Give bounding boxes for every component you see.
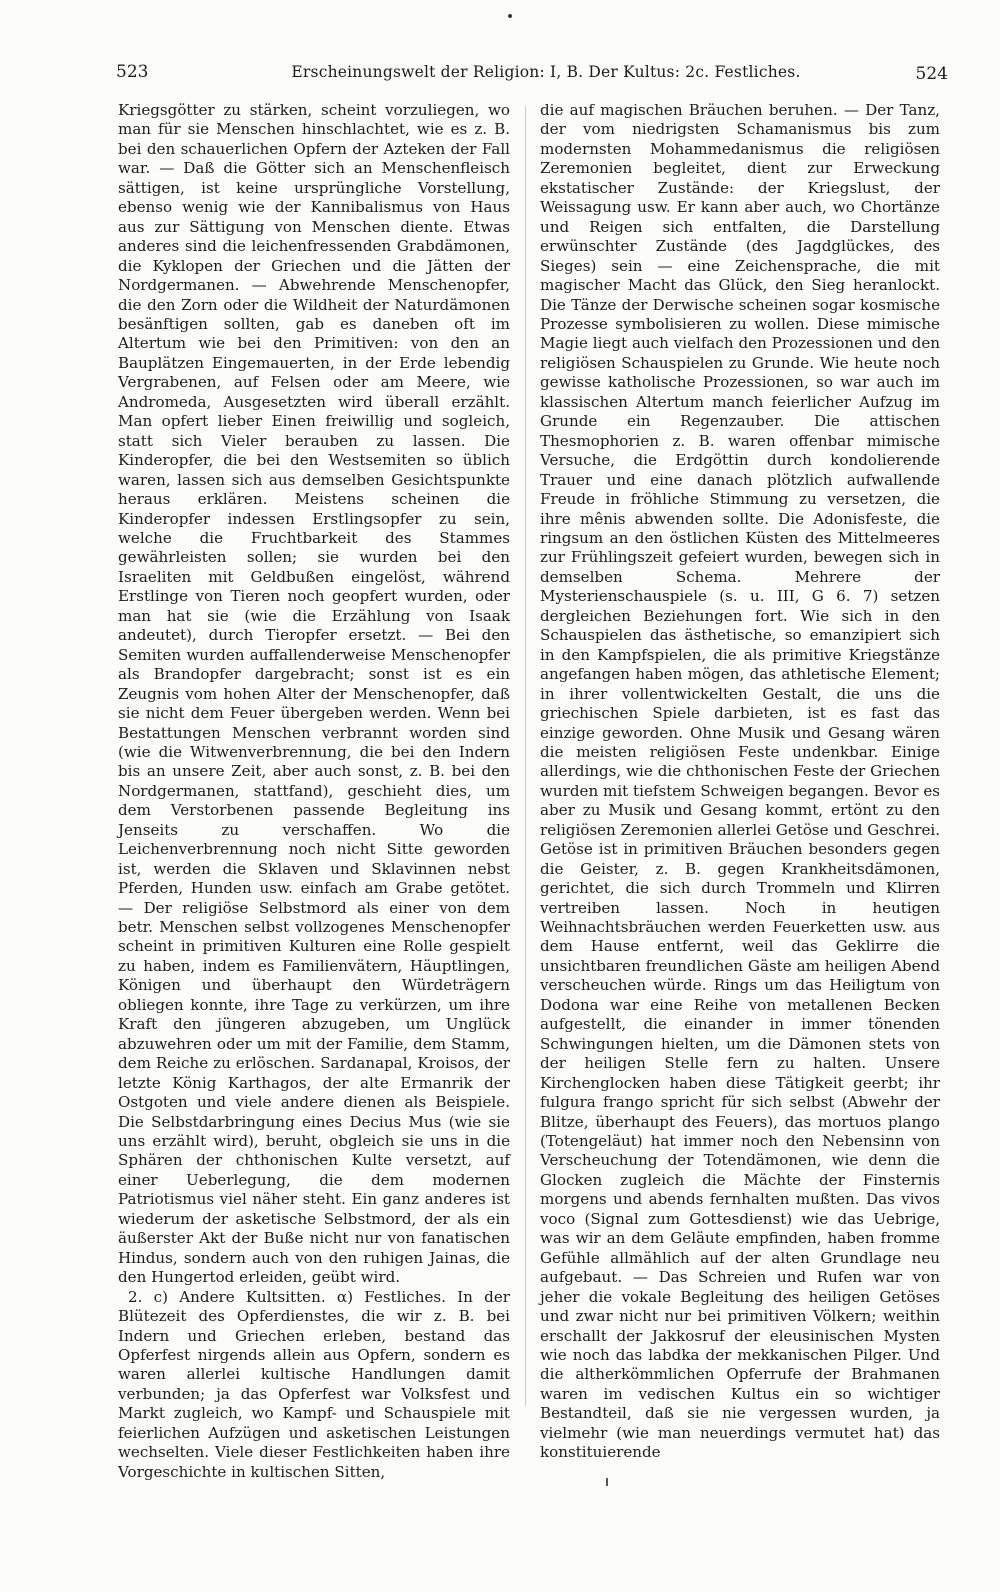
page-number-left: 523	[116, 62, 149, 82]
right-paragraph-1: die auf magischen Bräuchen beruhen. — Der Tanz, der vom niedrigsten Schamanismus bis zum modernsten Mohammedanismus die religiösen Zeremonien begleitet, dient zur Erweckung ekstatischer Zustände: der Kriegslust, der Weissagung usw. Er kann aber auch, wo Chortänze und Reigen sich entfalten, die Darstellung erwünschter Zustände (des Jagdglückes, des Sieges) sein — eine Zeichensprache, die mit magischer Macht das Glück, den Sieg heranlockt. Die Tänze der Derwische scheinen sogar kosmische Prozesse symbolisieren zu wollen. Diese mimische Magie liegt auch vielfach den Prozessionen und den religiösen Schauspielen zu Grunde. Wie heute noch gewisse katholische Prozessionen, so war auch im klassischen Altertum manch feierlicher Aufzug im Grunde ein Regenzauber. Die attischen Thesmophorien z. B. waren offenbar mimische Versuche, die Erdgöttin durch kondolierende Trauer und eine danach plötzlich aufwallende Freude in fröhliche Stimmung zu versetzen, die ihre mênis abwenden sollte. Die Adonisfeste, die ringsum an den östlichen Küsten des Mittelmeeres zur Frühlingszeit gefeiert wurden, bewegen sich in demselben Schema. Mehrere der Mysterienschauspiele (s. u. III, G 6. 7) setzen dergleichen Beziehungen fort. Wie sich in den Schauspielen das ästhetische, so emanzipiert sich in den Kampfspielen, die als primitive Kriegstänze angefangen haben mögen, das athletische Element; in ihrer vollentwickelten Gestalt, die uns die griechischen Spiele darbieten, ist es fast das einzige geworden. Ohne Musik und Gesang wären die meisten religiösen Feste undenkbar. Einige allerdings, wie die chthonischen Feste der Griechen wurden mit tiefstem Schweigen begangen. Bevor es aber zu Musik und Gesang kommt, ertönt zu den religiösen Zeremonien allerlei Getöse und Geschrei. Getöse ist in primitiven Bräuchen besonders gegen die Geister, z. B. gegen Krankheitsdämonen, gerichtet, die sich durch Trommeln und Klirren vertreiben lassen. Noch in heutigen Weihnachtsbräuchen werden Feuerketten usw. aus dem Hause entfernt, weil das Geklirre die unsichtbaren freundlichen Gäste am heiligen Abend verscheuchen würde. Rings um das Heiligtum von Dodona war eine Reihe von metallenen Becken aufgestellt, die einander in immer tönenden Schwingungen hielten, um die Dämonen stets von der heiligen Stelle fern zu halten. Unsere Kirchenglocken haben diese Tätigkeit geerbt; ihr fulgura frango spricht für sich selbst (Abwehr der Blitze, überhaupt des Feuers), das mortuos plango (Totengeläut) hat immer noch den Nebensinn von Verscheuchung der Totendämonen, wie denn die Glocken zugleich die Mächte der Finsternis morgens und abends fernhalten mußten. Das vivos voco (Signal zum Gottesdienst) wie das Uebrige, was wir an dem Geläute empfinden, haben fromme Gefühle allmählich auf der alten Grundlage neu aufgebaut. — Das Schreien und Rufen war von jeher die vokale Begleitung des heiligen Getöses und zwar nicht nur bei primitiven Völkern; weithin erschallt der Jakkosruf der eleusinischen Mysten wie noch das labdka der mekkanischen Pilger. Und die altherkömmlichen Opferrufe der Brahmanen waren im vedischen Kultus ein so wichtiger Bestandteil, daß sie nie vergessen wurden, ja vielmehr (wie man neuerdings vermutet hat) das konstituierende	[540, 101, 940, 1462]
running-title: Erscheinungswelt der Religion: I, B. Der Kultus: 2c. Festliches.	[291, 63, 801, 81]
ink-mark	[606, 1478, 608, 1486]
page-header	[116, 62, 948, 90]
page-number-right: 524	[915, 64, 948, 84]
left-column	[118, 101, 510, 1482]
left-paragraph-2: 2. c) Andere Kultsitten. α) Festliches. In der Blütezeit des Opferdienstes, die wir z. B. bei Indern und Griechen erleben, bestand das Opferfest nirgends allein aus Opfern, sondern es waren allerlei kultische Handlungen damit verbunden; ja das Opferfest war Volksfest und Markt zugleich, wo Kampf- und Schauspiele mit feierlichen Aufzügen und asketischen Leistungen wechselten. Viele dieser Festlichkeiten haben ihre Vorgeschichte in kultischen Sitten,	[118, 1287, 510, 1481]
right-column	[540, 101, 940, 1463]
column-divider	[525, 106, 526, 1406]
left-paragraph-1: Kriegsgötter zu stärken, scheint vorzuliegen, wo man für sie Menschen hinschlachtet, wie es z. B. bei den schauerlichen Opfern der Azteken der Fall war. — Daß die Götter sich an Menschenfleisch sättigen, ist keine ursprüngliche Vorstellung, ebenso wenig wie der Kannibalismus von Haus aus zur Sättigung von Menschen diente. Etwas anderes sind die leichenfressenden Grabdämonen, die Kyklopen der Griechen und die Jätten der Nordgermanen. — Abwehrende Menschenopfer, die den Zorn oder die Wildheit der Naturdämonen besänftigen sollten, gab es daneben oft im Altertum wie bei den Primitiven: von den an Bauplätzen Eingemauerten, in der Erde lebendig Vergrabenen, auf Felsen oder am Meere, wie Andromeda, Ausgesetzten wird überall erzählt. Man opfert lieber Einen freiwillig und sogleich, statt sich Vieler berauben zu lassen. Die Kinderopfer, die bei den Westsemiten so üblich waren, lassen sich aus demselben Gesichtspunkte heraus erklären. Meistens scheinen die Kinderopfer indessen Erstlingsopfer zu sein, welche die Fruchtbarkeit des Stammes gewährleisten sollen; sie wurden bei den Israeliten mit Geldbußen eingelöst, während Erstlinge von Tieren noch geopfert wurden, oder man hat sie (wie die Erzählung von Isaak andeutet), durch Tieropfer ersetzt. — Bei den Semiten wurden auffallenderweise Menschenopfer als Brandopfer dargebracht; sonst ist es ein Zeugnis vom hohen Alter der Menschenopfer, daß sie nicht dem Feuer übergeben werden. Wenn bei Bestattungen Menschen verbrannt worden sind (wie die Witwenverbrennung, die bei den Indern bis an unsere Zeit, aber auch sonst, z. B. bei den Nordgermanen, stattfand), geschieht dies, um dem Verstorbenen passende Begleitung ins Jenseits zu verschaffen. Wo die Leichenverbrennung noch nicht Sitte geworden ist, werden die Sklaven und Sklavinnen nebst Pferden, Hunden usw. einfach am Grabe getötet. — Der religiöse Selbstmord als einer von dem betr. Menschen selbst vollzogenes Menschenopfer scheint in primitiven Kulturen eine Rolle gespielt zu haben, indem es Familienvätern, Häuptlingen, Königen und überhaupt den Würdeträgern obliegen konnte, ihre Tage zu verkürzen, um ihre Kraft den jüngeren abzugeben, um Unglück abzuwehren oder um mit der Familie, dem Stamm, dem Reiche zu erlöschen. Sardanapal, Kroisos, der letzte König Karthagos, der alte Ermanrik der Ostgoten und viele andere dienen als Beispiele. Die Selbstdarbringung eines Decius Mus (wie sie uns erzählt wird), beruht, obgleich sie uns in die Sphären der chthonischen Kulte versetzt, auf einer Ueberlegung, die dem modernen Patriotismus viel näher steht. Ein ganz anderes ist wiederum der asketische Selbstmord, der als ein äußerster Akt der Buße nicht nur von fanatischen Hindus, sondern auch von den ruhigen Jainas, die den Hungertod erleiden, geübt wird.	[118, 101, 510, 1287]
ink-dot	[508, 14, 512, 18]
